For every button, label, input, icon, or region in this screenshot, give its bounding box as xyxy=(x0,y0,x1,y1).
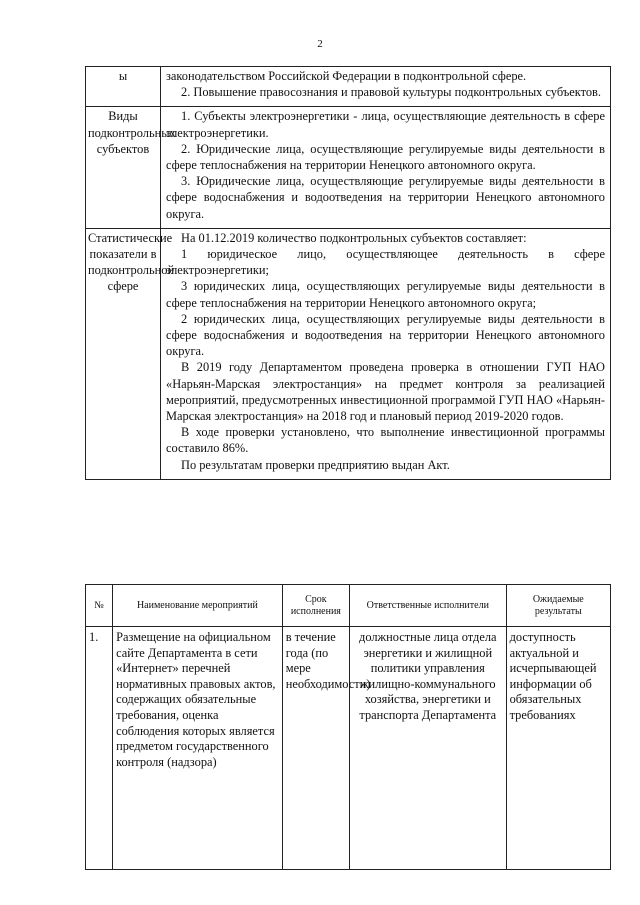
paragraph: В 2019 году Департаментом проведена проверка в отношении ГУП НАО «Нарьян-Марская электростанция» на предмет контроля за реализацией мероприятий, предусмотренных инвестиционной программой ГУП НАО «Нарьян-Марская электростанция» на 2018 год и плановый период 2019-2020 годов. xyxy=(166,360,605,424)
header-name: Наименование мероприятий xyxy=(113,585,283,627)
paragraph: В ходе проверки установлено, что выполнение инвестиционной программы составило 86%. xyxy=(166,425,605,456)
cell-result: доступность актуальной и исчерпывающей информации об обязательных требованиях xyxy=(506,627,610,870)
page-number: 2 xyxy=(317,38,323,50)
header-responsible: Ответственные исполнители xyxy=(349,585,506,627)
header-row xyxy=(86,585,611,627)
paragraph: 2. Повышение правосознания и правовой культуры подконтрольных субъектов. xyxy=(181,85,601,100)
row-content xyxy=(161,67,611,107)
row-content xyxy=(161,228,611,479)
header-result: Ожидаемые результаты xyxy=(506,585,610,627)
cell-name: Размещение на официальном сайте Департамента в сети «Интернет» перечней нормативных правовых актов, содержащих обязательные требования, оценка соблюдения которых является предметом государственного контроля (надзора) xyxy=(113,627,283,870)
row-content xyxy=(161,107,611,228)
program-info-table xyxy=(85,66,611,480)
header-term: Срок исполнения xyxy=(282,585,349,627)
table-row xyxy=(86,67,611,107)
cell-num: 1. xyxy=(86,627,113,870)
cell-term: в течение года (по мере необходимости) xyxy=(282,627,349,870)
paragraph: По результатам проверки предприятию выдан Акт. xyxy=(181,457,450,472)
paragraph: 2 юридических лица, осуществляющих регулируемые виды деятельности в сфере водоснабжения и водоотведения на территории Ненецкого автономного округа. xyxy=(166,311,605,359)
paragraph: 1. Субъекты электроэнергетики - лица, осуществляющие деятельность в сфере электроэнергетики. xyxy=(166,109,605,140)
paragraph: 1 юридическое лицо, осуществляющее деятельность в сфере электроэнергетики; xyxy=(166,247,605,278)
cell-responsible: должностные лица отдела энергетики и жилищной политики управления жилищно-коммунального хозяйства, энергетики и транспорта Департамента xyxy=(349,627,506,870)
row-label: Виды подконтрольных субъектов xyxy=(86,107,161,228)
row-label: ы xyxy=(86,67,161,107)
paragraph: законодательством Российской Федерации в подконтрольной сфере. xyxy=(166,69,527,83)
paragraph: На 01.12.2019 количество подконтрольных субъектов составляет: xyxy=(181,230,527,245)
row-label: Статистические показатели в подконтрольной сфере xyxy=(86,228,161,479)
table-row xyxy=(86,107,611,228)
table-row xyxy=(86,228,611,479)
paragraph: 3. Юридические лица, осуществляющие регулируемые виды деятельности в сфере водоснабжения и водоотведения на территории Ненецкого автономного округа. xyxy=(166,174,605,221)
paragraph: 2. Юридические лица, осуществляющие регулируемые виды деятельности в сфере теплоснабжения на территории Ненецкого автономного округа. xyxy=(166,141,605,173)
table-row xyxy=(86,627,611,870)
activities-table xyxy=(85,584,611,870)
header-num: № xyxy=(86,585,113,627)
paragraph: 3 юридических лица, осуществляющих регулируемые виды деятельности в сфере теплоснабжения на территории Ненецкого автономного округа; xyxy=(166,279,605,310)
